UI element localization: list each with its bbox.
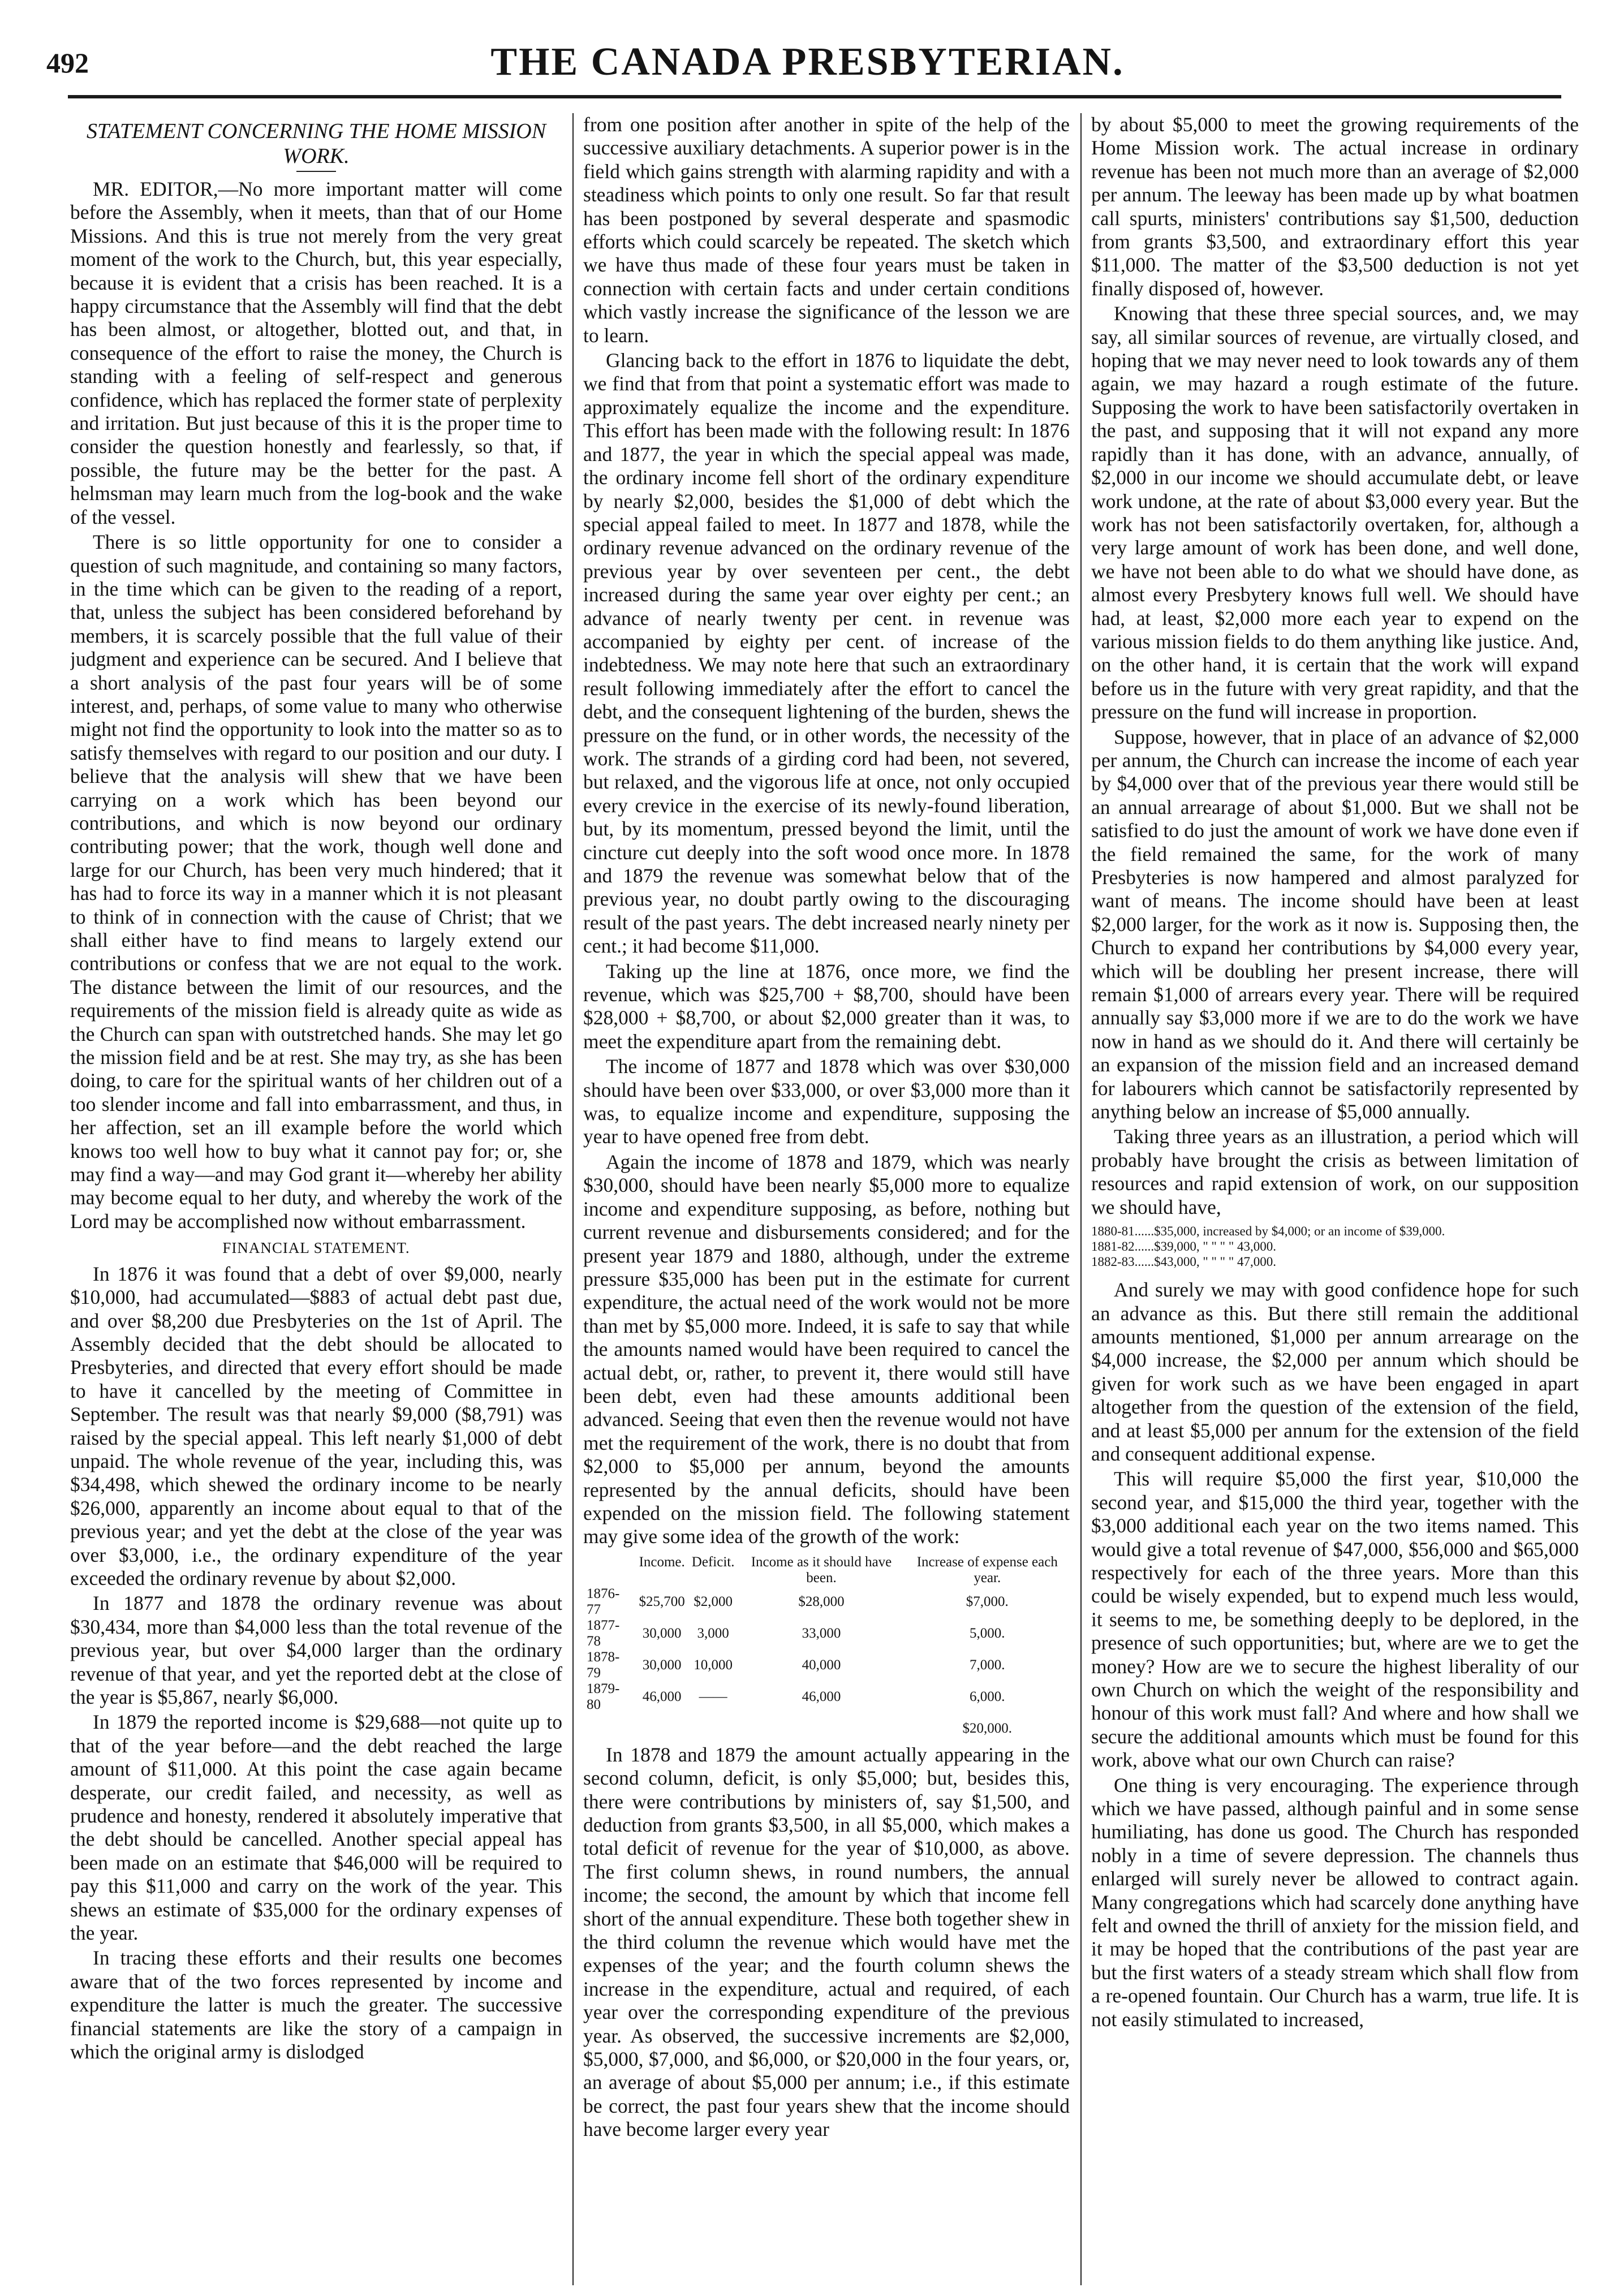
- paragraph: In 1876 it was found that a debt of over $9,000, nearly $10,000, had accumulated—$883 of actual debt past due, and over $8,200 due Presbyteries on the 1st of April. The Assembly decided that the debt should be allocated to Presbyteries, and directed that every effort should be made to have it cancelled by the meeting of Committee in September. The result was that nearly $9,000 ($8,791) was raised by the special appeal. This left nearly $1,000 of debt unpaid. The whole revenue of the year, including this, was $34,498, which shewed the ordinary income to be nearly $26,000, apparently an income about equal to that of the previous year; and yet the debt at the close of the year was over $3,000, i.e., the ordinary expenditure of the year exceeded the ordinary revenue by about $2,000.: [70, 1262, 562, 1589]
- projection-line: 1880-81......$35,000, increased by $4,000; or an income of $39,000.: [1091, 1224, 1445, 1239]
- paragraph: Suppose, however, that in place of an advance of $2,000 per annum, the Church can increase the income of each year by $4,000 over that of the previous year there would still be an annual arrearage of about $1,000. But we shall not be satisfied to do just the amount of work we have done even if the field remained the same, for the work of many Presbyteries is now hampered and almost paralyzed for want of means. The income should have been at least $2,000 larger, for the work as it now is. Supposing then, the Church to expand her contributions by $4,000 every year, which will be doubling her present increase, there will remain $1,000 of arrears every year. There will be required annually say $3,000 more if we are to do the work we have now in hand as we should do it. And there will certainly be an expansion of the mission field and an increased demand for labourers which cannot be satisfactorily represented by anything below an increase of $5,000 annually.: [1091, 725, 1579, 1123]
- paragraph: In 1878 and 1879 the amount actually appearing in the second column, deficit, is only $5,000; but, besides this, there were contributions by ministers of, say $1,500, and deduction from grants $3,500, in all $5,000, which makes a total deficit of revenue for the year of $10,000, as above. The first column shews, in round numbers, the annual income; the second, the amount by which that income fell short of the annual expenditure. These both together shew in the third column the revenue which would have met the expenses of the year; and the fourth column shews the increase in the expenditure, actual and required, of each year over the corresponding expenditure of the previous year. As observed, the successive increments are $2,000, $5,000, $7,000, and $6,000, or $20,000 in the four years, or, an average of about $5,000 per annum; i.e., if this estimate be correct, the past four years shew that the income should have become larger every year: [583, 1743, 1070, 2141]
- column-divider: [1080, 113, 1082, 2285]
- column-1: [70, 113, 562, 2280]
- table-cell: 10,000: [694, 1657, 733, 1673]
- paragraph: In tracing these efforts and their results one becomes aware that of the two forces represented by income and expenditure the latter is much the greater. The successive financial statements are like the story of a campaign in which the original army is dislodged: [70, 1946, 562, 2064]
- column-2: [583, 113, 1070, 2280]
- paragraph: Taking three years as an illustration, a period which will probably have brought the crisis as between limitation of resources and rapid extension of work, on our supposition we should have,: [1091, 1125, 1579, 1218]
- paragraph: There is so little opportunity for one to consider a question of such magnitude, and containing so many factors, in the time which can be given to the reading of a report, that, unless the subject has been considered beforehand by members, it is scarcely possible that the full value of their judgment and experience can be secured. And I believe that a short analysis of the past four years will be of some interest, and, perhaps, of some value to many who otherwise might not find the opportunity to look into the matter so as to satisfy themselves with regard to our position and our duty. I believe that the analysis will shew that we have been carrying on a work which has been beyond our contributions, and which is now beyond our ordinary contributing power; that the work, though well done and large for our Church, has been very much hindered; that it has had to force its way in a manner which it is not pleasant to think of in connection with the cause of Christ; that we shall either have to find means to largely extend our contributions or confess that we are not equal to the work. The distance between the limit of our resources, and the requirements of the mission field is already quite as wide as the Church can span with outstretched hands. She may let go the mission field and be at rest. She may try, as she has been doing, to care for the spiritual wants of her children out of a too slender income and fall into embarrassment, and thus, in her affection, set an ill example before the world which knows too well how to buy what it cannot pay for; or, she may find a way—and may God grant it—whereby her ability may become equal to her duty, and whereby the work of the Lord may be accomplished now without embarrassment.: [70, 531, 562, 1233]
- table-cell: 7,000.: [970, 1657, 1005, 1673]
- masthead-title: THE CANADA PRESBYTERIAN.: [490, 40, 1125, 84]
- table-cell: 30,000: [642, 1625, 682, 1641]
- table-cell: 40,000: [802, 1657, 841, 1673]
- table-header: [583, 1554, 636, 1586]
- table-row: [583, 1586, 1070, 1618]
- table-row: [583, 1681, 1070, 1713]
- paragraph: Taking up the line at 1876, once more, we find the revenue, which was $25,700 + $8,700, should have been $28,000 + $8,700, or about $2,000 greater than it was, to meet the expenditure apart from the remaining debt.: [583, 959, 1070, 1053]
- paragraph: And surely we may with good confidence hope for such an advance as this. But there still remain the additional amounts mentioned, $1,000 per annum arrearage on the $4,000 increase, the $2,000 per annum which should be given for work such as we have been engaged in apart altogether from the question of the extension of the field, and at least $5,000 per annum for the extension of the field and consequent additional expense.: [1091, 1278, 1579, 1465]
- paragraph: Again the income of 1878 and 1879, which was nearly $30,000, should have been nearly $5,000 more to equalize income and expenditure supposing, as before, nothing but current revenue and disbursements considered; and for the present year 1879 and 1880, although, under the extreme pressure $35,000 has been put in the estimate for current expenditure, the actual need of the work would not be more than met by $5,000 more. Indeed, it is safe to say that while the amounts named would have been required to cancel the actual debt, or, rather, to prevent it, there would still have been debt, even had these amounts additional been advanced. Seeing that even then the revenue would not have met the requirement of the work, there is no doubt that from $2,000 to $5,000 per annum, beyond the amounts represented by the annual deficits, should have been expended on the mission field. The following statement may give some idea of the growth of the work:: [583, 1150, 1070, 1548]
- table-total: $20,000.: [962, 1720, 1013, 1736]
- page-number: 492: [46, 47, 89, 79]
- paragraph: In 1879 the reported income is $29,688—not quite up to that of the year before—and the debt reached the large amount of $11,000. At this point the case again became desperate, our credit failed, and necessity, as well as prudence and honesty, rendered it absolutely imperative that the debt should be cancelled. Another special appeal has been made on an estimate that $46,000 will be required to pay this $11,000 and carry on the work of the year. This shews an estimate of $35,000 for the ordinary expenses of the year.: [70, 1711, 562, 1945]
- table-cell: 30,000: [642, 1657, 682, 1673]
- table-header: Income.: [639, 1554, 685, 1570]
- projection-line: 1882-83......$43,000, " " " " 47,000.: [1091, 1255, 1276, 1269]
- table-header: Income as it should have been.: [751, 1554, 892, 1586]
- projection-line: 1881-82......$39,000, " " " " 43,000.: [1091, 1239, 1276, 1254]
- table-cell: $2,000: [694, 1593, 733, 1609]
- paragraph: This will require $5,000 the first year, $10,000 the second year, and $15,000 the third year, together with the $3,000 additional each year on the two items named. This would give a total revenue of $47,000, $56,000 and $65,000 respectively for each of the three years. More than this could be wisely expended, but to expend much less would, it seems to me, be something deeply to be deplored, in the presence of such opportunities; but, where are we to get the money? How are we to secure the highest liberality of our own Church on which the weight of the responsibility and honour of this work must fall? And where and how shall we secure the additional amounts which must be found for this work, above what our own Church can raise?: [1091, 1467, 1579, 1772]
- growth-table: [583, 1554, 1070, 1737]
- table-header: Increase of expense each year.: [916, 1554, 1058, 1586]
- article-heading: STATEMENT CONCERNING THE HOME MISSION WORK.: [86, 119, 546, 168]
- projection-table: [1091, 1224, 1579, 1269]
- paragraph: by about $5,000 to meet the growing requirements of the Home Mission work. The actual increase in ordinary revenue has been not much more than an average of $2,000 per annum. The leeway has been made up by what boatmen call spurts, ministers' contributions say $1,500, deduction from grants $3,500, and extraordinary effort this year $11,000. The matter of the $3,500 deduction is not yet finally disposed of, however.: [1091, 113, 1579, 300]
- table-header-row: [583, 1554, 1070, 1586]
- heading-rule: [296, 171, 336, 172]
- table-cell: 33,000: [802, 1625, 841, 1641]
- paragraph: Knowing that these three special sources, and, we may say, all similar sources of revenue, are virtually closed, and hoping that we may never need to look towards any of them again, we may hazard a rough estimate of the future. Supposing the work to have been satisfactorily overtaken in the past, and supposing that it will not expand any more rapidly than it has done, with an advance, annually, of $2,000 in our income we should accumulate debt, or leave work undone, at the rate of about $3,000 every year. But the work has not been satisfactorily overtaken, for, although a very large amount of work has been done, and well done, we have not been able to do what we should have done, as almost every Presbytery knows full well. We should have had, at least, $2,000 more each year to expend on the various mission fields to do them anything like justice. And, on the other hand, it is certain that the work will expand before us in the future with very great rapidity, and that the pressure on the fund will increase in proportion.: [1091, 302, 1579, 723]
- column-3: [1091, 113, 1579, 2280]
- table-header: Deficit.: [691, 1554, 735, 1570]
- financial-statement-heading: FINANCIAL STATEMENT.: [222, 1239, 410, 1257]
- table-cell: 3,000: [697, 1625, 729, 1641]
- paragraph: from one position after another in spite of the help of the successive auxiliary detachments. A superior power is in the field which gains strength with alarming rapidity and with a steadiness which points to only one result. So far that result has been postponed by several desperate and spasmodic efforts which could scarcely be repeated. The sketch which we have thus made of these four years must be taken in connection with certain facts and under certain conditions which vastly increase the significance of the lesson we are to learn.: [583, 113, 1070, 347]
- table-cell: ——: [699, 1688, 727, 1704]
- table-cell: 1878-79: [587, 1649, 620, 1681]
- table-row: [583, 1649, 1070, 1681]
- table-cell: 6,000.: [970, 1688, 1005, 1704]
- table-cell: 1877-78: [587, 1617, 620, 1649]
- table-cell: $28,000: [798, 1593, 845, 1609]
- table-cell: 46,000: [642, 1688, 682, 1704]
- paragraph: Glancing back to the effort in 1876 to liquidate the debt, we find that from that point a systematic effort was made to approximately equalize the income and the expenditure. This effort has been made with the following result: In 1876 and 1877, the year in which the special appeal was made, the ordinary income fell short of the ordinary expenditure by nearly $2,000, besides the $1,000 of debt which the special appeal failed to meet. In 1877 and 1878, while the ordinary revenue advanced on the ordinary revenue of the previous year by over seventeen per cent., the debt increased during the same year over eighty per cent.; an advance of nearly twenty per cent. in revenue was accompanied by eighty per cent. of increase of the indebtedness. We may note here that such an extraordinary result following immediately after the effort to cancel the debt, and the consequent lightening of the burden, shews the pressure on the fund, or in other words, the necessity of the work. The strands of a girding cord had been, not severed, but relaxed, and the vigorous life at once, not only occupied every crevice in the exercise of its newly-found liberation, but, by its momentum, pressed beyond the limit, until the cincture cut deeply into the soft wood once more. In 1878 and 1879 the revenue was somewhat below that of the previous year, no doubt partly owing to the discouraging result of the past years. The debt increased nearly ninety per cent.; it had become $11,000.: [583, 349, 1070, 958]
- table-total-row: [583, 1713, 1070, 1737]
- paragraph: The income of 1877 and 1878 which was over $30,000 should have been over $33,000, or over $3,000 more than it was, to equalize income and expenditure, supposing the year to have opened free from debt.: [583, 1055, 1070, 1148]
- header-rule: [68, 95, 1561, 98]
- table-row: [583, 1618, 1070, 1649]
- column-divider: [572, 113, 574, 2285]
- table-cell: $25,700: [639, 1593, 685, 1609]
- paragraph: MR. EDITOR,—No more important matter will come before the Assembly, when it meets, than that of our Home Missions. And this is true not merely from the very great moment of the work to the Church, but, this year especially, because it is evident that a crisis has been reached. It is a happy circumstance that the Assembly will find that the debt has been almost, or altogether, blotted out, and that, in consequence of the effort to raise the money, the Church is standing with a feeling of self-respect and generous confidence, which has replaced the former state of perplexity and irritation. But just because of this it is the proper time to consider the question honestly and fearlessly, so that, if possible, the future may be the better for the past. A helmsman may learn much from the log-book and the wake of the vessel.: [70, 178, 562, 528]
- paragraph: One thing is very encouraging. The experience through which we have passed, although painful and in some sense humiliating, has done us good. The Church has responded nobly in a time of severe depression. The channels thus enlarged will surely never be allowed to contract again. Many congregations which had scarcely done anything have felt and owned the thrill of anxiety for the mission field, and it may be hoped that the contributions of the past year are but the first waters of a steady stream which shall flow from a re-opened fountain. Our Church has a warm, true life. It is not easily stimulated to increased,: [1091, 1773, 1579, 2031]
- table-cell: $7,000.: [966, 1593, 1009, 1609]
- table-cell: 5,000.: [970, 1625, 1005, 1641]
- table-cell: 1876-77: [587, 1586, 620, 1617]
- paragraph: In 1877 and 1878 the ordinary revenue was about $30,434, more than $4,000 less than the total revenue of the previous year, but over $4,000 larger than the ordinary revenue of that year, and yet the reported debt at the close of the year is $5,867, nearly $6,000.: [70, 1592, 562, 1708]
- table-cell: 46,000: [802, 1688, 841, 1704]
- table-cell: 1879-80: [587, 1681, 620, 1712]
